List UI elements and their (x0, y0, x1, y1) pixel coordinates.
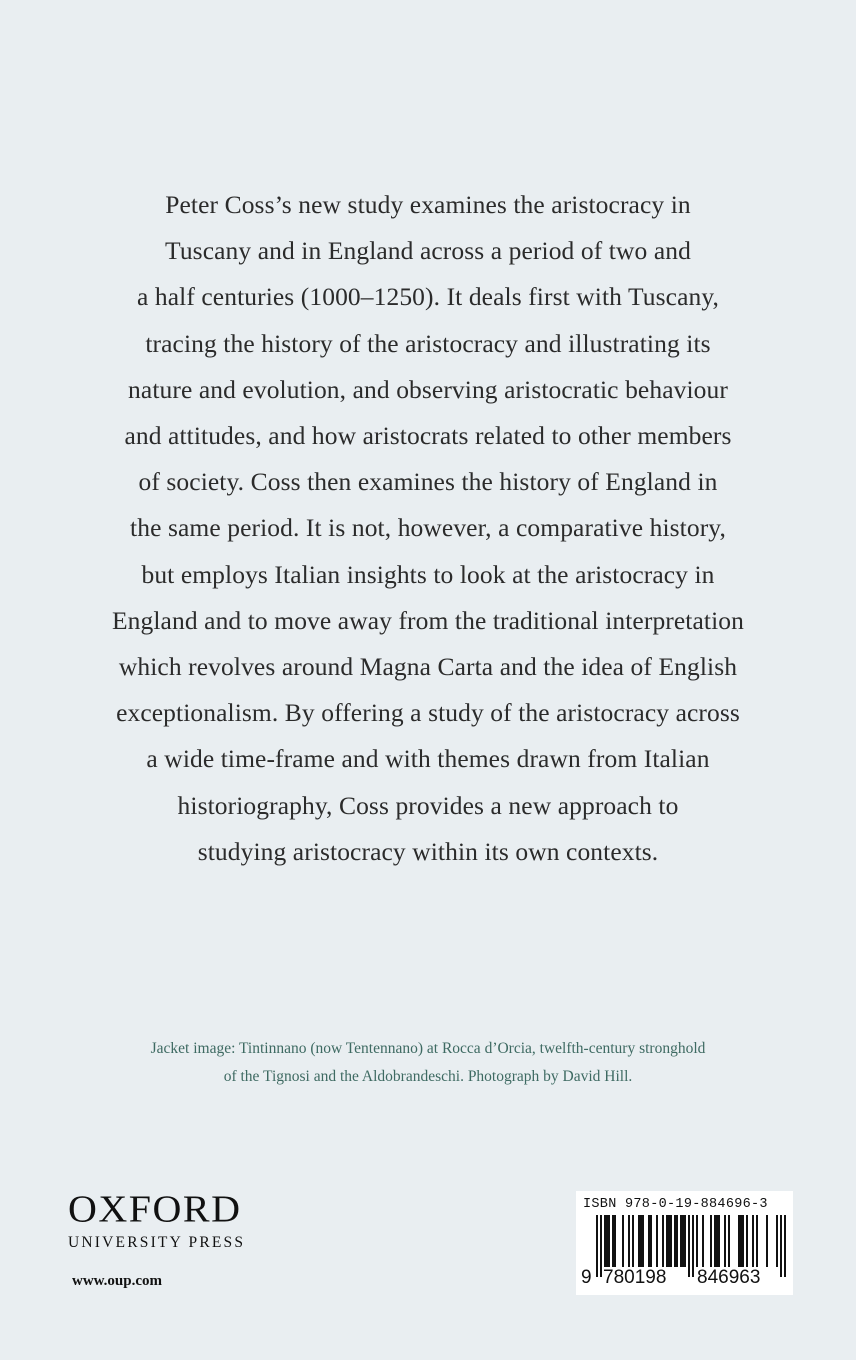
barcode-bar (714, 1215, 716, 1267)
barcode-bar (640, 1215, 642, 1267)
barcode-bar (656, 1215, 658, 1267)
barcode-digit-lead: 9 (581, 1267, 592, 1288)
barcode-bar (684, 1215, 686, 1267)
isbn-label: ISBN 978-0-19-884696-3 (583, 1197, 768, 1212)
credit-line: of the Tignosi and the Aldobrandeschi. Photograph by David Hill. (223, 1068, 633, 1085)
barcode-bar (724, 1215, 726, 1267)
description-line: England and to move away from the traditional interpretation (112, 605, 744, 635)
barcode-bar (606, 1215, 608, 1267)
description-line: a half centuries (1000–1250). It deals first with Tuscany, (136, 282, 720, 312)
logo-subtitle: UNIVERSITY PRESS (68, 1234, 246, 1251)
barcode-digits-left: 780198 (603, 1267, 667, 1288)
barcode-bar (780, 1215, 782, 1277)
barcode-bar (666, 1215, 668, 1267)
description-line: and attitudes, and how aristocrats related to other members (124, 421, 732, 451)
description-line: Peter Coss’s new study examines the aristocracy in (165, 190, 691, 219)
description-line: historiography, Coss provides a new approach to (177, 790, 679, 820)
description-line: exceptionalism. By offering a study of the aristocracy across (116, 698, 740, 728)
publisher-logo (68, 1188, 245, 1252)
description-line: a wide time-frame and with themes drawn from Italian (146, 744, 710, 774)
barcode-bar (740, 1215, 742, 1267)
barcode-bar (632, 1215, 634, 1267)
barcode-bar (718, 1215, 720, 1267)
barcode-bar (596, 1215, 598, 1277)
barcode-bar (608, 1215, 610, 1267)
barcode-bar (728, 1215, 730, 1267)
barcode-bar (682, 1215, 684, 1267)
barcode-bar (642, 1215, 644, 1267)
barcode-bar (688, 1215, 690, 1277)
barcode-bar (668, 1215, 670, 1267)
description-line: studying aristocracy within its own contexts. (197, 836, 659, 866)
barcode-bar (614, 1215, 616, 1267)
barcode-bar (746, 1215, 748, 1267)
barcode-bar (756, 1215, 758, 1267)
barcode-bar (612, 1215, 614, 1267)
barcode-digits-right: 846963 (697, 1267, 761, 1288)
barcode-bar (696, 1215, 698, 1267)
barcode-bar (662, 1215, 664, 1267)
barcode-bar (766, 1215, 768, 1267)
description-line: but employs Italian insights to look at the aristocracy in (141, 559, 715, 589)
barcode-bar (670, 1215, 672, 1267)
barcode-bar (776, 1215, 778, 1267)
barcode-bar (628, 1215, 630, 1267)
barcode-bar (738, 1215, 740, 1267)
barcode-bar (648, 1215, 650, 1267)
description-line: the same period. It is not, however, a comparative history, (130, 513, 726, 543)
publisher-website[interactable]: www.oup.com (72, 1273, 163, 1289)
description-line: of society. Coss then examines the history of England in (138, 467, 718, 497)
barcode-bar (650, 1215, 652, 1267)
barcode-bar (752, 1215, 754, 1267)
barcode-bar (638, 1215, 640, 1267)
back-cover-description (0, 182, 856, 875)
barcode-bar (710, 1215, 712, 1267)
description-line: which revolves around Magna Carta and the idea of English (118, 652, 738, 682)
isbn-barcode (576, 1191, 793, 1295)
barcode-bar (680, 1215, 682, 1267)
barcode-bar (676, 1215, 678, 1267)
description-line: nature and evolution, and observing aristocratic behaviour (128, 374, 728, 404)
barcode-bar (716, 1215, 718, 1267)
barcode-bar (742, 1215, 744, 1267)
jacket-image-credit (0, 1035, 856, 1091)
barcode-bar (674, 1215, 676, 1267)
barcode-bar (692, 1215, 694, 1277)
barcode-bar (702, 1215, 704, 1267)
logo-wordmark: OXFORD (68, 1187, 242, 1230)
barcode-bar (604, 1215, 606, 1267)
barcode-bar (784, 1215, 786, 1277)
description-line: Tuscany and in England across a period of two and (165, 236, 691, 266)
credit-line: Jacket image: Tintinnano (now Tentennano) at Rocca d’Orcia, twelfth-century stronghold (150, 1040, 706, 1057)
description-line: tracing the history of the aristocracy and illustrating its (145, 328, 711, 358)
barcode-bar (622, 1215, 624, 1267)
